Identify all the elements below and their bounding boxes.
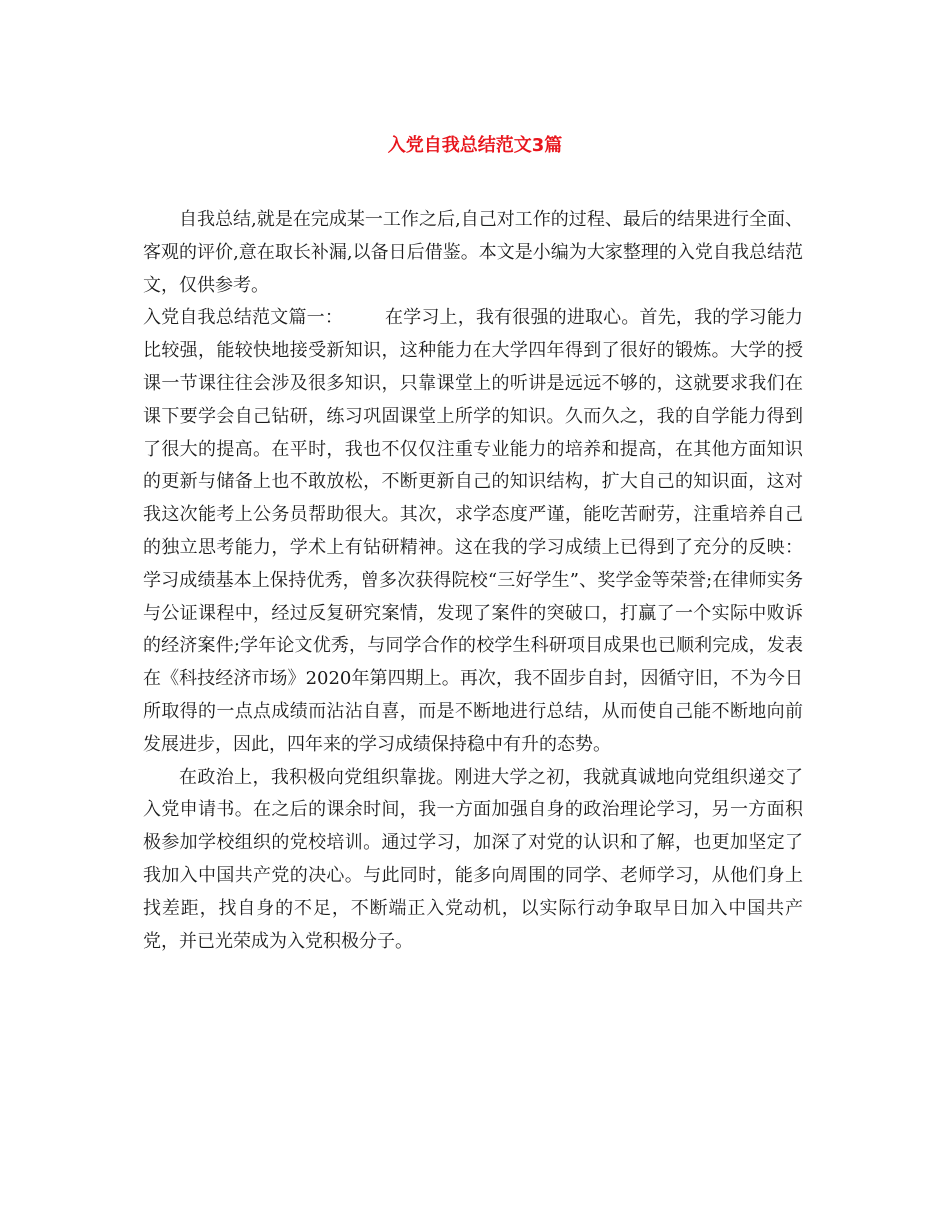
section-paragraph bbox=[143, 302, 803, 761]
section-heading: 入党自我总结范文篇一： bbox=[143, 307, 343, 329]
intro-paragraph: 自我总结,就是在完成某一工作之后,自己对工作的过程、最后的结果进行全面、客观的评价,意在取长补漏,以备日后借鉴。本文是小编为大家整理的入党自我总结范文，仅供参考。 bbox=[143, 209, 803, 296]
politics-paragraph: 在政治上，我积极向党组织靠拢。刚进大学之初，我就真诚地向党组织递交了入党申请书。在之后的课余时间，我一方面加强自身的政治理论学习，另一方面积极参加学校组织的党校培训。通过学习，加深了对党的认识和了解，也更加坚定了我加入中国共产党的决心。与此同时，能多向周围的同学、老师学习，从他们身上找差距，找自身的不足，不断端正入党动机，以实际行动争取早日加入中国共产党，并已光荣成为入党积极分子。 bbox=[143, 766, 803, 952]
study-paragraph-text: 在学习上，我有很强的进取心。首先，我的学习能力比较强，能较快地接受新知识，这种能力在大学四年得到了很好的锻炼。大学的授课一节课往往会涉及很多知识，只靠课堂上的听讲是远远不够的，这就要求我们在课下要学会自己钻研，练习巩固课堂上所学的知识。久而久之，我的自学能力得到了很大的提高。在平时，我也不仅仅注重专业能力的培养和提高，在其他方面知识的更新与储备上也不敢放松，不断更新自己的知识结构，扩大自己的知识面，这对我这次能考上公务员帮助很大。其次，求学态度严谨，能吃苦耐劳，注重培养自己的独立思考能力，学术上有钻研精神。这在我的学习成绩上已得到了充分的反映：学习成绩基本上保持优秀，曾多次获得院校“三好学生”、奖学金等荣誉;在律师实务与公证课程中，经过反复研究案情，发现了案件的突破口，打赢了一个实际中败诉的经济案件;学年论文优秀，与同学合作的校学生科研项目成果也已顺利完成，发表在《科技经济市场》2020年第四期上。再次，我不固步自封，因循守旧，不为今日所取得的一点点成绩而沾沾自喜，而是不断地进行总结，从而使自己能不断地向前发展进步，因此，四年来的学习成绩保持稳中有升的态势。 bbox=[143, 307, 803, 755]
document-title: 入党自我总结范文3篇 bbox=[387, 135, 563, 156]
document-body bbox=[143, 204, 803, 958]
